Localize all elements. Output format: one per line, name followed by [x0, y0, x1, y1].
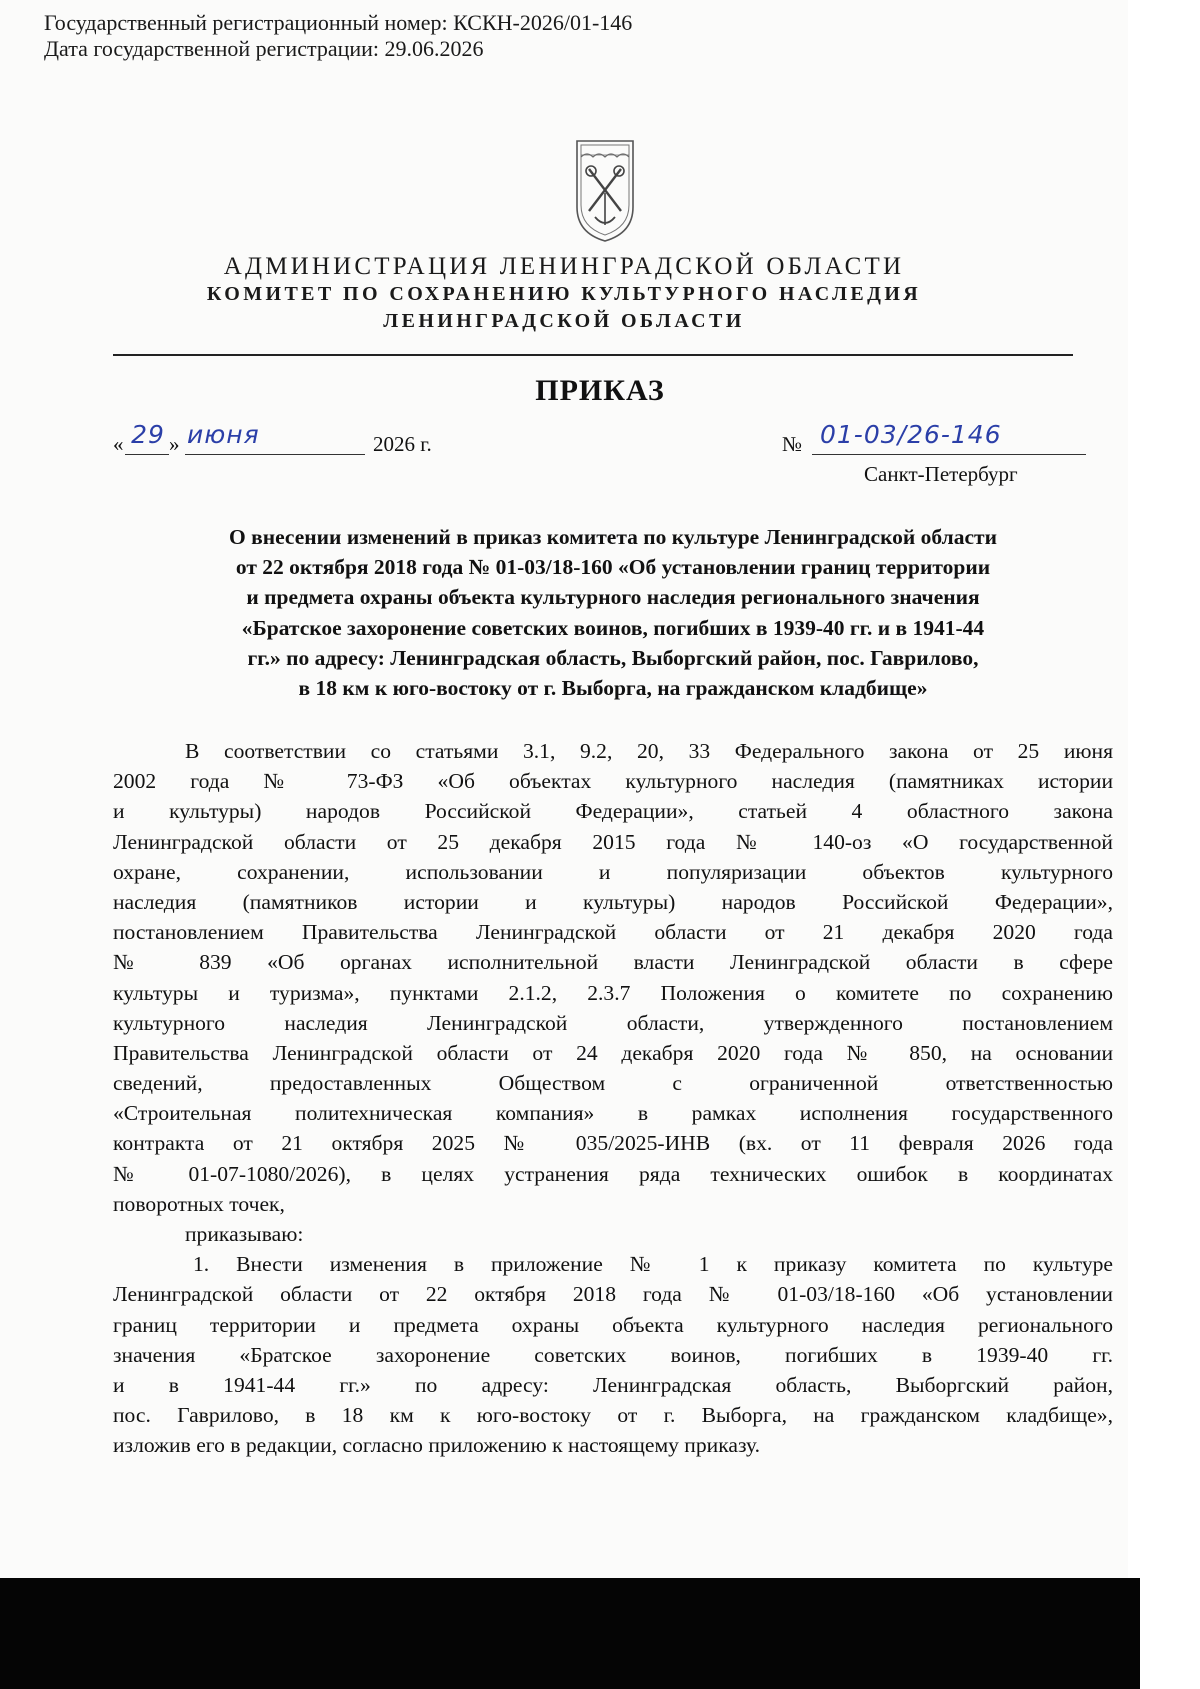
body-line: «Строительная политехническая компания» в рамках исполнения государственного	[113, 1101, 1113, 1126]
order-number-value: 01-03/26-146	[820, 420, 1002, 449]
item-line: значения «Братское захоронение советских воинов, погибших в 1939-40 гг.	[113, 1342, 1113, 1367]
order-date	[113, 420, 513, 460]
date-quote-close: »	[169, 432, 180, 456]
body-line: культурного наследия Ленинградской области, утвержденного постановлением	[113, 1010, 1113, 1035]
committee-name-region: ЛЕНИНГРАДСКОЙ ОБЛАСТИ	[383, 310, 745, 332]
scan-margin-right	[1128, 0, 1200, 1689]
day-underline	[125, 454, 169, 455]
subject-line: гг.» по адресу: Ленинградская область, Выборгский район, пос. Гаврилово,	[247, 645, 979, 670]
order-number	[782, 420, 1102, 460]
document-title: ПРИКАЗ	[535, 374, 665, 407]
body-line: № 839 «Об органах исполнительной власти Ленинградской области в сфере	[113, 950, 1113, 975]
body-line: охране, сохранении, использовании и популяризации объектов культурного	[113, 859, 1113, 884]
body-line: Ленинградской области от 25 декабря 2015 года № 140-оз «О государственной	[113, 829, 1113, 854]
body-line: Правительства Ленинградской области от 24 декабря 2020 года № 850, на основании	[113, 1040, 1113, 1065]
item-line: и в 1941-44 гг.» по адресу: Ленинградская область, Выборгский район,	[113, 1372, 1113, 1397]
body-line: и культуры) народов Российской Федерации», статьей 4 областного закона	[113, 799, 1113, 824]
item-line: Ленинградской области от 22 октября 2018 года № 01-03/18-160 «Об установлении	[113, 1282, 1113, 1307]
item-line: границ территории и предмета охраны объекта культурного наследия регионального	[113, 1312, 1113, 1337]
registration-stamp	[44, 10, 632, 62]
administration-name: АДМИНИСТРАЦИЯ ЛЕНИНГРАДСКОЙ ОБЛАСТИ	[223, 253, 905, 280]
number-underline	[812, 454, 1086, 455]
number-sign: №	[782, 432, 803, 456]
item-line: пос. Гаврилово, в 18 км к юго-востоку от г. Выборга, на гражданском кладбище»,	[113, 1403, 1113, 1428]
subject-line: и предмета охраны объекта культурного наследия регионального значения	[246, 585, 980, 610]
order-month: июня	[187, 420, 260, 449]
body-line: № 01-07-1080/2026), в целях устранения ряда технических ошибок в координатах	[113, 1161, 1113, 1186]
registration-date: Дата государственной регистрации: 29.06.2026	[44, 36, 484, 61]
order-body	[113, 736, 1113, 1461]
order-year: 2026 г.	[373, 432, 432, 456]
body-line: сведений, предоставленных Обществом с ограниченной ответственностью	[113, 1071, 1113, 1096]
body-line: наследия (памятников истории и культуры) народов Российской Федерации»,	[113, 889, 1113, 914]
order-day: 29	[131, 420, 165, 449]
body-line: поворотных точек,	[113, 1191, 285, 1216]
order-city: Санкт-Петербург	[864, 462, 1018, 486]
order-subject	[113, 522, 1113, 703]
month-underline	[185, 454, 365, 455]
header-divider	[113, 354, 1073, 356]
subject-line: О внесении изменений в приказ комитета по культуре Ленинградской области	[229, 525, 997, 549]
coat-of-arms-icon	[573, 137, 637, 245]
committee-name: КОМИТЕТ ПО СОХРАНЕНИЮ КУЛЬТУРНОГО НАСЛЕДИЯ	[206, 283, 922, 305]
decree-word: приказываю:	[185, 1222, 304, 1246]
item-line: 1. Внести изменения в приложение № 1 к приказу комитета по культуре	[193, 1252, 1113, 1277]
body-line: постановлением Правительства Ленинградской области от 21 декабря 2020 года	[113, 920, 1113, 945]
item-line: изложив его в редакции, согласно приложению к настоящему приказу.	[113, 1433, 761, 1458]
body-line: В соответствии со статьями 3.1, 9.2, 20, 33 Федерального закона от 25 июня	[185, 739, 1113, 763]
date-quote-open: «	[113, 432, 124, 456]
body-line: контракта от 21 октября 2025 № 035/2025-ИНВ (вх. от 11 февраля 2026 года	[113, 1131, 1113, 1156]
subject-line: в 18 км к юго-востоку от г. Выборга, на гражданском кладбище»	[298, 676, 928, 701]
body-line: 2002 года № 73-ФЗ «Об объектах культурного наследия (памятниках истории	[113, 769, 1113, 794]
scan-border-bottom	[0, 1578, 1140, 1689]
registration-number: Государственный регистрационный номер: КСКН-2026/01-146	[44, 10, 633, 35]
subject-line: «Братское захоронение советских воинов, погибших в 1939-40 гг. и в 1941-44	[241, 615, 985, 640]
body-line: культуры и туризма», пунктами 2.1.2, 2.3.7 Положения о комитете по сохранению	[113, 980, 1113, 1005]
subject-line: от 22 октября 2018 года № 01-03/18-160 «Об установлении границ территории	[235, 555, 991, 580]
